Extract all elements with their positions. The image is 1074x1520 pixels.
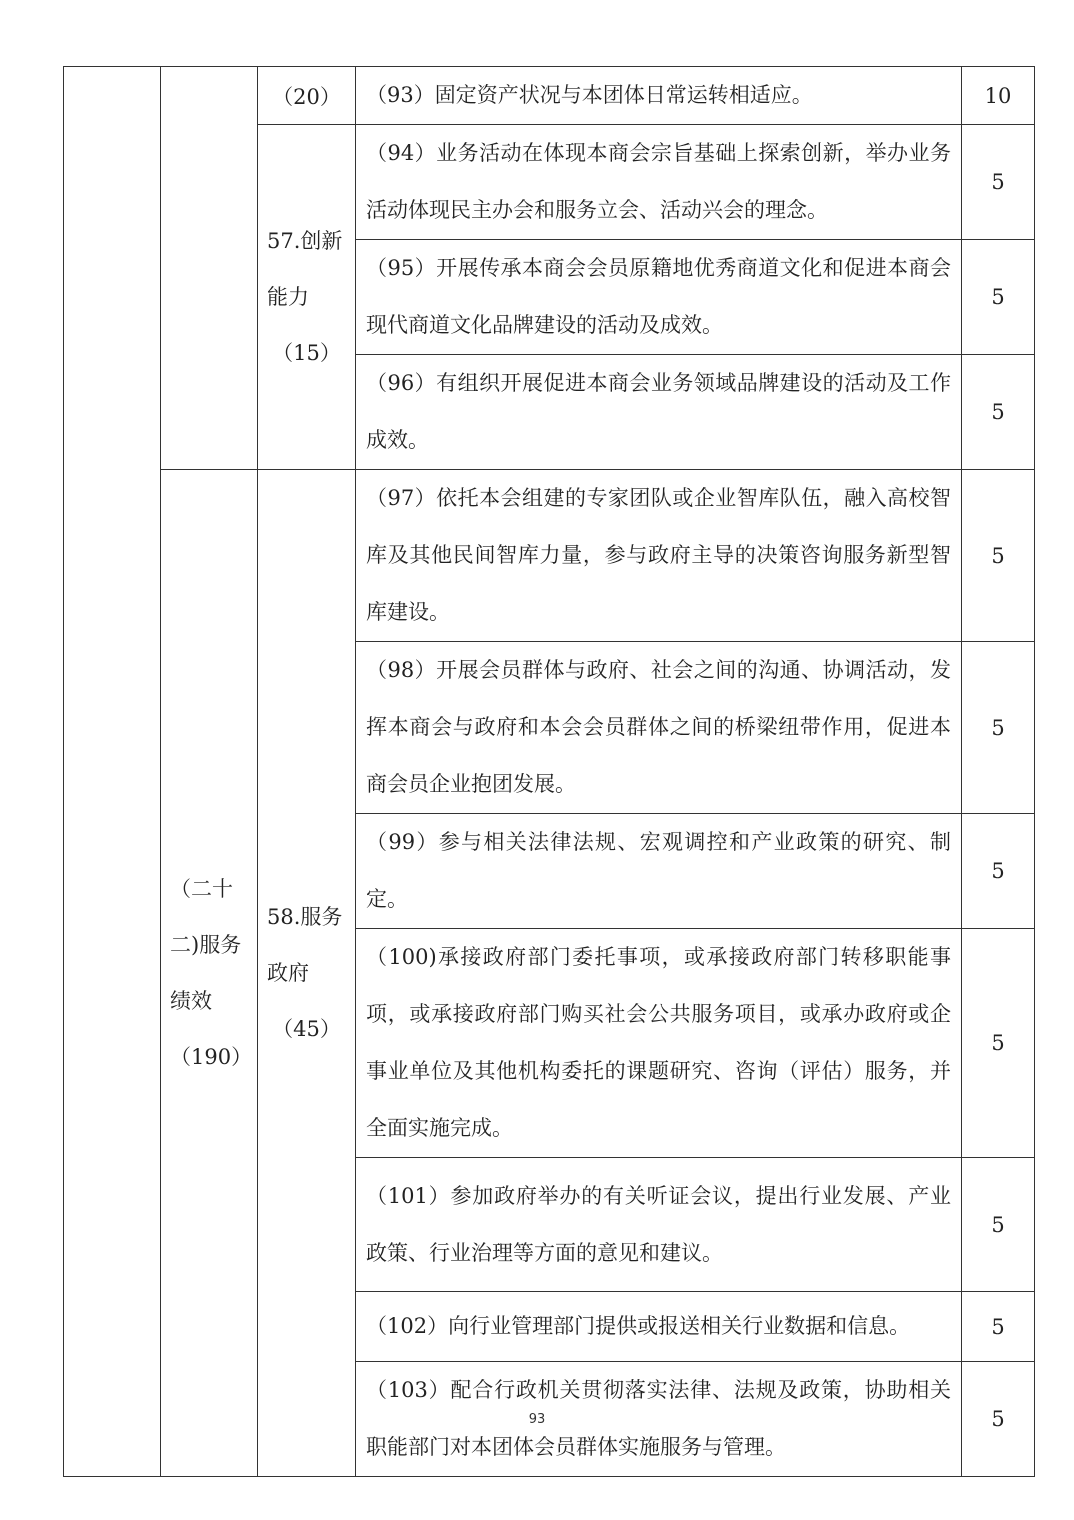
category-line: 绩效 <box>170 989 212 1013</box>
category-line: （二十 <box>170 877 233 901</box>
indicator-content: （99）参与相关法律法规、宏观调控和产业政策的研究、制定。 <box>356 814 962 929</box>
indicator-score: 5 <box>962 1362 1035 1477</box>
indicator-content: （101）参加政府举办的有关听证会议，提出行业发展、产业政策、行业治理等方面的意见和建议。 <box>356 1158 962 1292</box>
first-level-category-cell <box>64 67 161 1477</box>
indicator-score: 5 <box>962 240 1035 355</box>
category-line: （190） <box>170 1045 253 1069</box>
second-level-category-cell <box>161 67 258 470</box>
table-row <box>64 470 1035 642</box>
category-line: 57.创新 <box>267 229 343 253</box>
table-row <box>64 67 1035 125</box>
third-level-category-58 <box>258 470 356 1477</box>
indicator-score: 5 <box>962 1292 1035 1362</box>
indicator-score: 5 <box>962 929 1035 1158</box>
category-line: （45） <box>272 1017 341 1041</box>
indicator-content: （102）向行业管理部门提供或报送相关行业数据和信息。 <box>356 1292 962 1362</box>
category-line: 能力 <box>267 285 309 309</box>
category-line: 政府 <box>267 961 309 985</box>
indicator-content: （95）开展传承本商会会员原籍地优秀商道文化和促进本商会现代商道文化品牌建设的活动及成效。 <box>356 240 962 355</box>
indicator-content: （103）配合行政机关贯彻落实法律、法规及政策，协助相关职能部门对本团体会员群体实施服务与管理。 <box>356 1362 962 1477</box>
indicator-content: （94）业务活动在体现本商会宗旨基础上探索创新，举办业务活动体现民主办会和服务立会、活动兴会的理念。 <box>356 125 962 240</box>
indicator-score: 5 <box>962 470 1035 642</box>
category-line: 二)服务 <box>170 933 242 957</box>
category-line: 58.服务 <box>267 905 343 929</box>
indicator-score: 5 <box>962 1158 1035 1292</box>
indicator-score: 5 <box>962 355 1035 470</box>
evaluation-table <box>63 66 1035 1477</box>
indicator-score: 5 <box>962 814 1035 929</box>
indicator-content: （96）有组织开展促进本商会业务领域品牌建设的活动及工作成效。 <box>356 355 962 470</box>
third-level-score-cell: （20） <box>258 67 356 125</box>
indicator-score: 10 <box>962 67 1035 125</box>
indicator-content: （97）依托本会组建的专家团队或企业智库队伍，融入高校智库及其他民间智库力量，参与政府主导的决策咨询服务新型智库建设。 <box>356 470 962 642</box>
indicator-score: 5 <box>962 125 1035 240</box>
indicator-content: （93）固定资产状况与本团体日常运转相适应。 <box>356 67 962 125</box>
page-number: 93 <box>528 1412 546 1427</box>
indicator-content: （98）开展会员群体与政府、社会之间的沟通、协调活动，发挥本商会与政府和本会会员群体之间的桥梁纽带作用，促进本商会员企业抱团发展。 <box>356 642 962 814</box>
indicator-score: 5 <box>962 642 1035 814</box>
indicator-content: （100)承接政府部门委托事项，或承接政府部门转移职能事项，或承接政府部门购买社会公共服务项目，或承办政府或企事业单位及其他机构委托的课题研究、咨询（评估）服务，并全面实施完成。 <box>356 929 962 1158</box>
third-level-category-57 <box>258 125 356 470</box>
second-level-category-22 <box>161 470 258 1477</box>
category-line: （15） <box>272 341 341 365</box>
